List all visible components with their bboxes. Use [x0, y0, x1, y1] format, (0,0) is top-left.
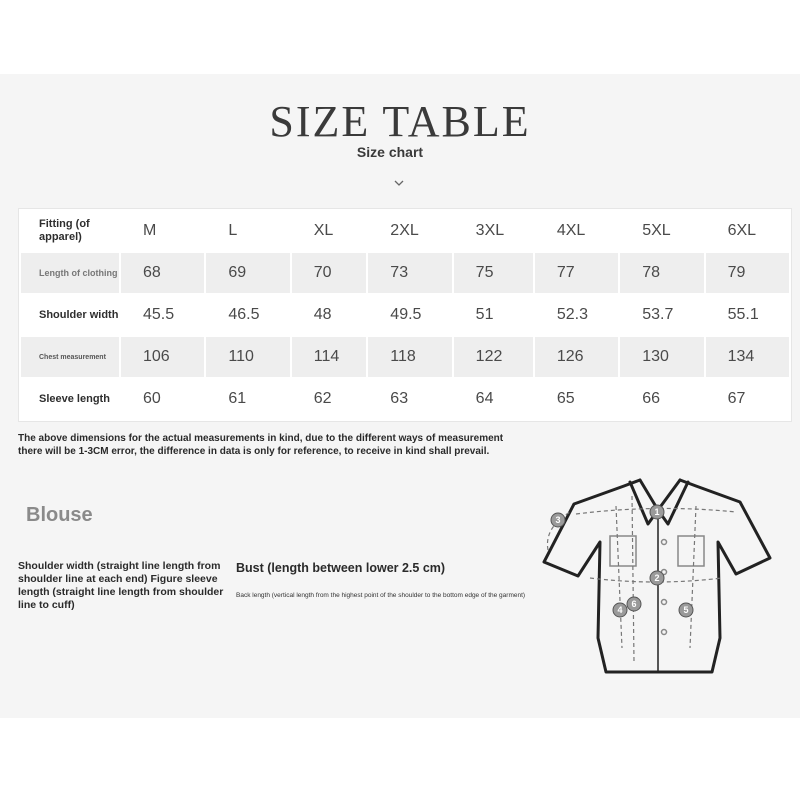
measurement-note: [18, 432, 618, 458]
size-table: [18, 208, 792, 422]
table-cell: 110: [206, 337, 289, 377]
row-label: Shoulder width: [21, 295, 119, 335]
marker-label: 3: [555, 515, 561, 525]
table-cell: 45.5: [121, 295, 204, 335]
table-cell: 61: [206, 379, 289, 419]
table-cell: 62: [292, 379, 367, 419]
table-row: [21, 295, 789, 335]
table-cell: 69: [206, 253, 289, 293]
table-cell: 130: [620, 337, 703, 377]
marker-label: 6: [631, 599, 637, 609]
marker-label: 5: [683, 605, 689, 615]
measurement-guides: [547, 496, 736, 662]
shoulder-sleeve-description: Shoulder width (straight line length from shoulder line at each end) Figure sleeve length (straight line length from shoulder line to cuff): [18, 560, 224, 611]
table-cell: 79: [706, 253, 789, 293]
page-title: SIZE TABLE: [269, 97, 531, 146]
column-header-size: 5XL: [620, 211, 703, 251]
table-cell: 66: [620, 379, 703, 419]
table-cell: 46.5: [206, 295, 289, 335]
table-cell: 78: [620, 253, 703, 293]
table-cell: 134: [706, 337, 789, 377]
table-cell: 63: [368, 379, 451, 419]
table-row: [21, 253, 789, 293]
row-label: Chest measurement: [21, 337, 119, 377]
shirt-measurement-diagram: [536, 462, 798, 692]
marker-label: 2: [654, 573, 660, 583]
table-cell: 48: [292, 295, 367, 335]
table-cell: 65: [535, 379, 618, 419]
row-label: Sleeve length: [21, 379, 119, 419]
table-cell: 73: [368, 253, 451, 293]
column-header-size: 6XL: [706, 211, 789, 251]
table-row: [21, 337, 789, 377]
note-line: there will be 1-3CM error, the difference in data is only for reference, to receive in kind shall prevail.: [18, 446, 490, 457]
table-cell: 51: [454, 295, 533, 335]
table-cell: 77: [535, 253, 618, 293]
bust-description: Bust (length between lower 2.5 cm): [236, 561, 446, 575]
table-cell: 67: [706, 379, 789, 419]
column-header-fitting: Fitting (of apparel): [21, 211, 119, 251]
marker-label: 1: [654, 507, 660, 517]
table-cell: 75: [454, 253, 533, 293]
table-header-row: [21, 211, 789, 251]
table-cell: 52.3: [535, 295, 618, 335]
note-line: The above dimensions for the actual measurements in kind, due to the different ways of measurement: [18, 433, 504, 444]
page-subtitle: Size chart: [356, 144, 424, 160]
table-row: [21, 379, 789, 419]
column-header-size: 4XL: [535, 211, 618, 251]
marker-label: 4: [617, 605, 623, 615]
table-cell: 49.5: [368, 295, 451, 335]
column-header-size: M: [121, 211, 204, 251]
table-cell: 70: [292, 253, 367, 293]
table-cell: 114: [292, 337, 367, 377]
table-cell: 118: [368, 337, 451, 377]
column-header-size: 2XL: [368, 211, 451, 251]
table-cell: 126: [535, 337, 618, 377]
table-cell: 60: [121, 379, 204, 419]
table-cell: 55.1: [706, 295, 789, 335]
table-cell: 68: [121, 253, 204, 293]
column-header-size: XL: [292, 211, 367, 251]
table-cell: 64: [454, 379, 533, 419]
column-header-size: L: [206, 211, 289, 251]
table-cell: 122: [454, 337, 533, 377]
row-label: Length of clothing: [21, 253, 119, 293]
table-cell: 106: [121, 337, 204, 377]
chevron-down-icon: [392, 177, 406, 189]
table-cell: 53.7: [620, 295, 703, 335]
column-header-size: 3XL: [454, 211, 533, 251]
garment-heading: Blouse: [26, 504, 93, 526]
back-length-description: Back length (vertical length from the highest point of the shoulder to the bottom edge of the garment): [236, 592, 526, 599]
measurement-markers: [551, 505, 693, 617]
